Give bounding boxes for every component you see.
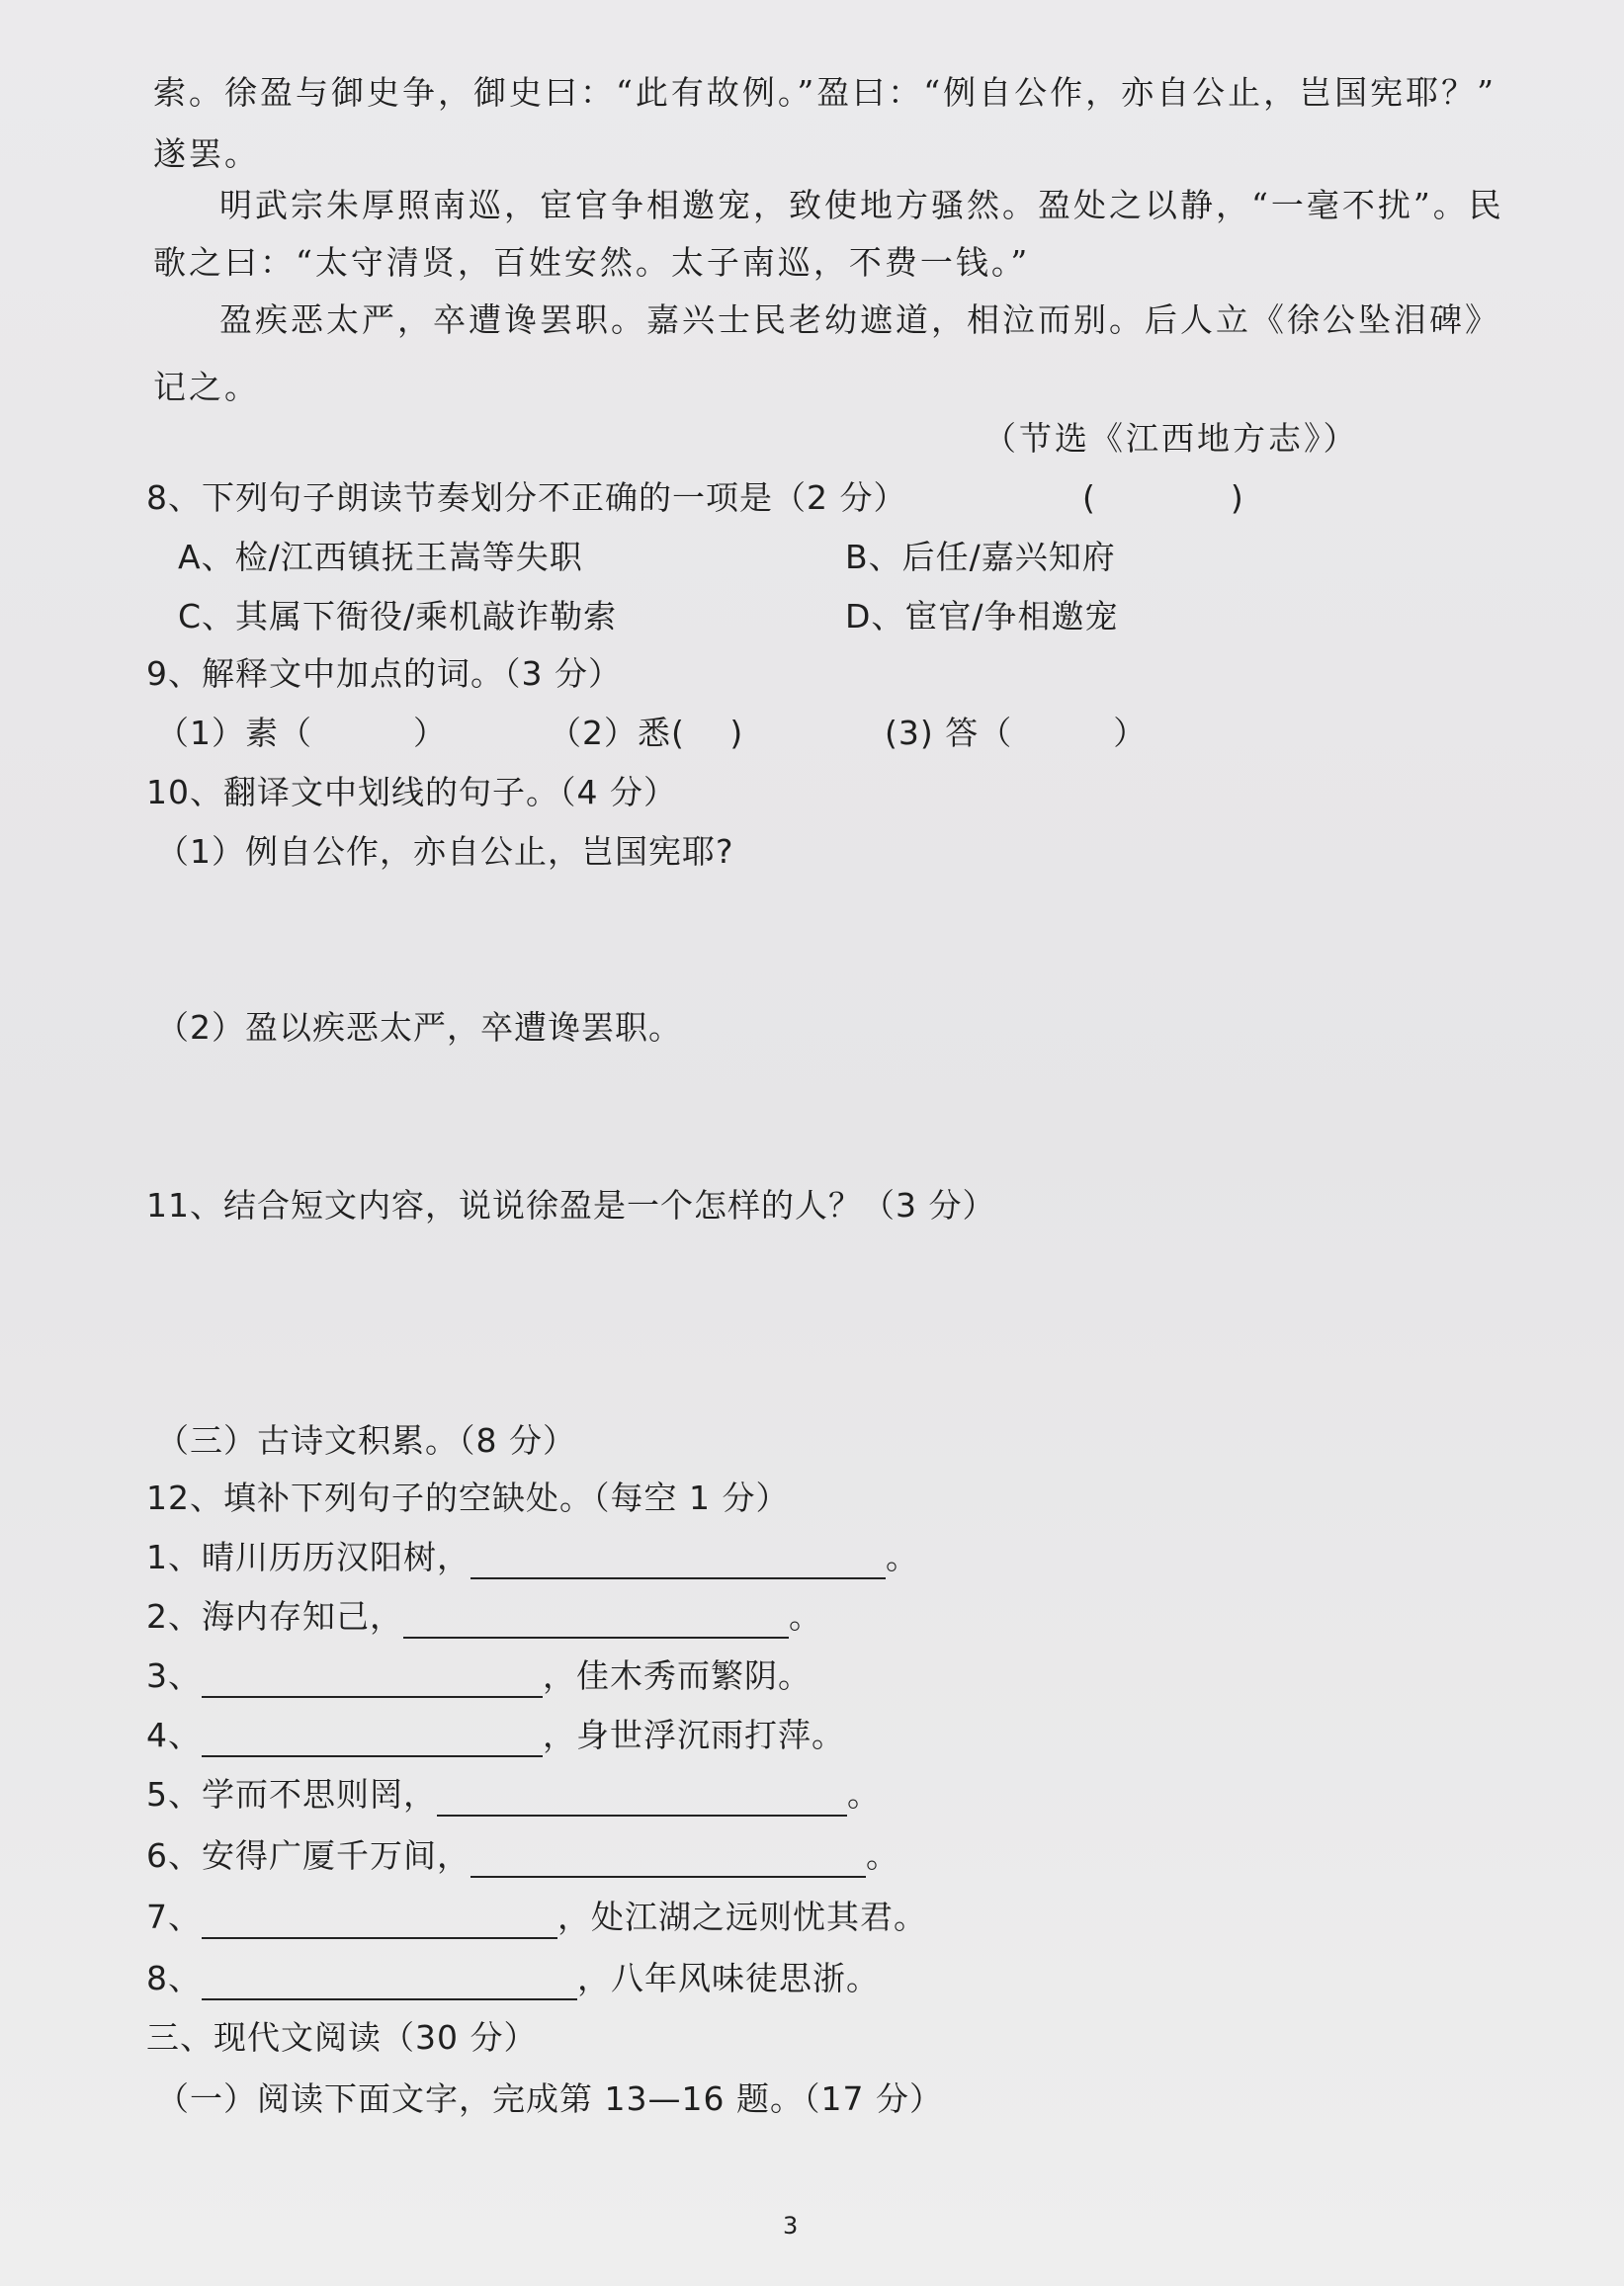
q12-blank-2[interactable] [403,1603,789,1639]
q12-item-2-suffix: 。 [789,1597,822,1636]
q12-item-1-prefix: 1、晴川历历汉阳树， [146,1538,470,1576]
q12-blank-4[interactable] [202,1722,543,1757]
passage-line-3: 明武宗朱厚照南巡，宦官争相邀宠，致使地方骚然。盈处之以静，“一毫不扰”。民 [219,186,1504,224]
q12-item-7 [146,1896,927,1939]
q12-item-2-prefix: 2、海内存知己， [146,1597,403,1636]
page-number: 3 [783,2212,799,2240]
part3-sub1: （一）阅读下面文字，完成第 13—16 题。（17 分） [156,2079,943,2118]
q12-item-4-prefix: 4、 [146,1716,202,1754]
q12-item-7-suffix: ，处江湖之远则忧其君。 [557,1898,927,1936]
q9-item-1: （1）素（ ） [156,714,447,752]
q8-option-c: C、其属下衙役/乘机敲诈勒索 [178,597,618,635]
q12-blank-6[interactable] [470,1842,866,1878]
q8-option-b: B、后任/嘉兴知府 [845,538,1116,576]
q12-item-5-suffix: 。 [847,1775,881,1814]
q12-item-3-prefix: 3、 [146,1656,202,1695]
q12-item-4-suffix: ，身世浮沉雨打萍。 [543,1716,845,1754]
q11-stem: 11、结合短文内容，说说徐盈是一个怎样的人？（3 分） [146,1186,996,1225]
q12-item-5-prefix: 5、学而不思则罔， [146,1775,437,1814]
q12-item-6-suffix: 。 [866,1836,899,1875]
q9-item-3: (3) 答（ ） [885,714,1148,752]
passage-line-6: 记之。 [153,368,260,406]
q10-sentence-2: （2）盈以疾恶太严，卒遭谗罢职。 [156,1008,682,1047]
q12-item-2 [146,1595,822,1639]
q12-item-4 [146,1714,845,1757]
q12-item-8-suffix: ，八年风味徒思浙。 [577,1959,880,1997]
q12-item-7-prefix: 7、 [146,1898,202,1936]
q12-blank-3[interactable] [202,1662,543,1698]
q12-item-5 [146,1773,881,1817]
q10-stem: 10、翻译文中划线的句子。（4 分） [146,773,677,811]
q12-item-8-prefix: 8、 [146,1959,202,1997]
q8-option-d: D、宦官/争相邀宠 [845,597,1119,635]
q12-item-6 [146,1834,899,1878]
q12-item-1 [146,1536,919,1579]
q12-stem: 12、填补下列句子的空缺处。（每空 1 分） [146,1479,790,1517]
q8-answer-paren: ( ) [1082,478,1244,517]
q9-stem: 9、解释文中加点的词。（3 分） [146,654,622,693]
passage-line-4: 歌之曰：“太守清贤，百姓安然。太子南巡，不费一钱。” [153,243,1031,282]
q12-blank-7[interactable] [202,1904,557,1939]
q12-item-3 [146,1654,812,1698]
q8-option-a: A、检/江西镇抚王嵩等失职 [178,538,583,576]
q12-item-8 [146,1957,880,2000]
part3-title: 三、现代文阅读（30 分） [146,2018,538,2057]
passage-line-1: 索。徐盈与御史争，御史曰：“此有故例。”盈曰：“例自公作，亦自公止，岂国宪耶？” [153,73,1496,112]
section3-title: （三）古诗文积累。（8 分） [156,1421,576,1460]
q12-blank-8[interactable] [202,1965,577,2000]
q10-sentence-1: （1）例自公作，亦自公止，岂国宪耶? [156,832,734,871]
q12-item-6-prefix: 6、安得广厦千万间， [146,1836,470,1875]
passage-source: （节选《江西地方志》） [983,419,1359,458]
q8-stem: 8、下列句子朗读节奏划分不正确的一项是（2 分） [146,478,907,517]
q12-item-3-suffix: ，佳木秀而繁阴。 [543,1656,812,1695]
q12-blank-5[interactable] [437,1781,847,1817]
passage-line-5: 盈疾恶太严，卒遭谗罢职。嘉兴士民老幼遮道，相泣而别。后人立《徐公坠泪碑》 [219,300,1500,339]
q12-item-1-suffix: 。 [886,1538,919,1576]
q12-blank-1[interactable] [470,1544,886,1579]
passage-line-2: 遂罢。 [153,134,260,173]
q9-item-2: （2）悉( ) [549,714,744,752]
